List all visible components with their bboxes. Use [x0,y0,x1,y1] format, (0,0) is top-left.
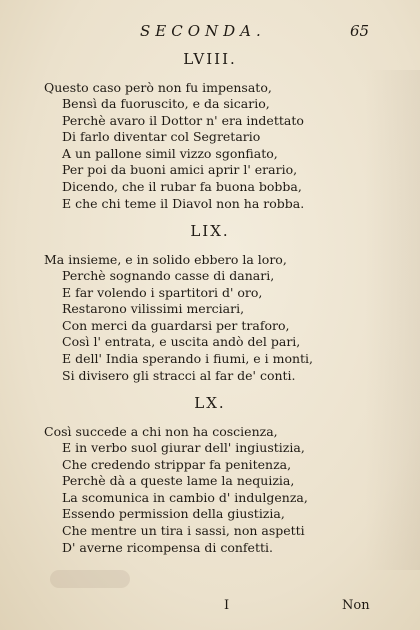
verse-line: Questo caso però non fu impensato, [44,80,272,95]
verse-line: Che mentre un tira i sassi, non aspetti [62,523,305,538]
page-footer [0,598,420,618]
verse-line: Ma insieme, e in solido ebbero la loro, [44,252,287,267]
verse-line: Essendo permission della giustizia, [62,506,285,521]
verse-line: E che chi teme il Diavol non ha robba. [62,196,305,211]
page-header [0,22,420,46]
verse-line: Che credendo strippar fa penitenza, [62,457,292,472]
catchword: Non [342,598,370,613]
verse-line: A un pallone simil vizzo sgonfiato, [62,146,278,161]
verse-line: Perchè sognando casse di danari, [62,268,275,283]
verse-line: La scomunica in cambio d' indulgenza, [62,490,308,505]
show-through-shadow [365,70,420,570]
verse-line: Così l' entrata, e uscita andò del pari, [62,334,301,349]
verse-line: Dicendo, che il rubar fa buona bobba, [62,179,302,194]
running-head: SECONDA. [140,22,266,40]
verse-line: Si divisero gli stracci al far de' conti. [62,368,296,383]
verse-line: Restarono vilissimi merciari, [62,301,245,316]
verse-line: E in verbo suol giurar dell' ingiustizia, [62,440,305,455]
signature-mark: I [224,598,230,613]
verse-line: Di farlo diventar col Segretario [62,129,261,144]
verse-line: Per poi da buoni amici aprir l' erario, [62,162,298,177]
verse-line: Così succede a chi non ha coscienza, [44,424,278,439]
stanza-number: LVIII. [183,50,237,68]
verse-line: Bensì da fuoruscito, e da sicario, [62,96,270,111]
verse-line: E far volendo i spartitori d' oro, [62,285,263,300]
ink-smudge [50,570,130,588]
verse-line: E dell' India sperando i fiumi, e i monti, [62,351,314,366]
verse-line: Perchè dà a queste lame la nequizia, [62,473,295,488]
stanza-number: LIX. [190,222,230,240]
verse-line: Perchè avaro il Dottor n' era indettato [62,113,304,128]
page-number: 65 [350,22,370,40]
stanza-number: LX. [194,394,226,412]
verse-line: D' averne ricompensa di confetti. [62,540,273,555]
verse-line: Con merci da guardarsi per traforo, [62,318,290,333]
